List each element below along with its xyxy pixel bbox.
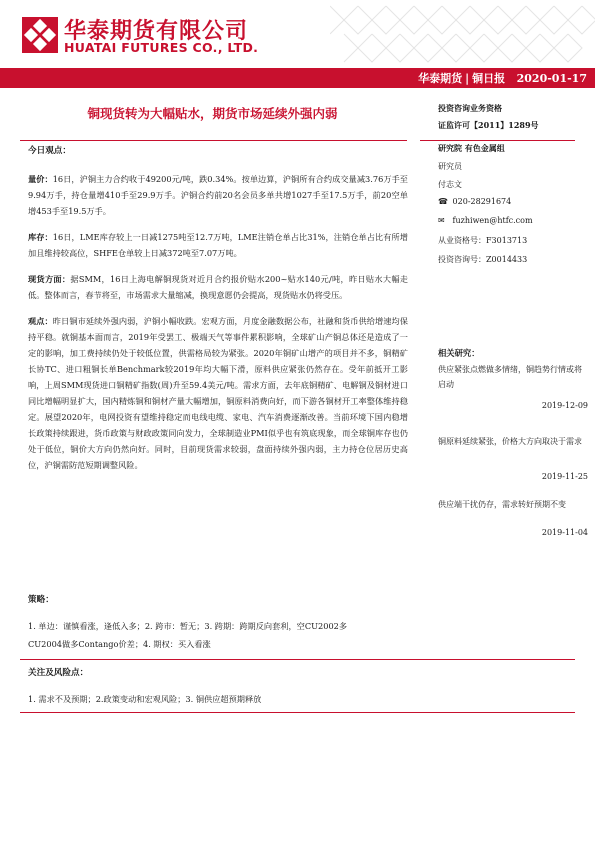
qualification-title: 投资咨询业务资格 (438, 103, 502, 113)
logo-icon (22, 17, 58, 53)
paragraph-view (28, 313, 408, 473)
analyst-name: 付志文 (438, 180, 462, 189)
analyst-role: 研究员 (438, 162, 462, 171)
header-pattern (330, 0, 595, 64)
paragraph-lead: 现货方面： (28, 274, 71, 284)
email-address[interactable]: fuzhiwen@htfc.com (452, 216, 533, 225)
report-title: 铜现货转为大幅贴水，期货市场延续外强内弱 (87, 106, 338, 121)
consult-label: 投资咨询号： (438, 255, 486, 264)
license-row (438, 235, 527, 246)
related-item-title[interactable]: 供应紧张点燃做多情绪，铜趋势行情或将启动 (438, 365, 582, 389)
paragraph-lead: 库存： (28, 232, 53, 242)
phone-number: 020-28291674 (452, 197, 512, 206)
paragraph-lead: 量价： (28, 174, 53, 184)
strategy-line: CU2004做多Contango价差；4. 期权：买入看涨 (28, 639, 211, 649)
strategy-section (28, 591, 568, 653)
report-date: 2020-01-17 (516, 72, 587, 85)
license-number: F3013713 (486, 236, 528, 245)
risk-heading: 关注及风险点： (28, 668, 89, 678)
bar-company: 华泰期货 (418, 72, 463, 85)
company-name-en: HUATAI FUTURES CO., LTD. (64, 40, 259, 55)
paragraph-text: 昨日铜市延续外强内弱，沪铜小幅收跌。宏观方面，月度金融数据公布，社融和货币供给增速均保持平稳。就铜基本面而言，2019年受罢工、极端天气等事件累积影响，全球矿山产铜总体还是造成了一定的影响，加工费持续仍处于较低位置，供需格局较为紧张。2020年铜矿山增产的项目并不多，铜精矿长协TC、进口粗铜长单Benchmark较2019年均大幅下滑，原料供应紧张仍然存在。受年前抵开工影响，上周SMM现货进口铜精矿指数(周)升至59.4美元/吨。需求方面，去年底铜精矿、电解铜及铜材进口同比增幅明显扩大，国内精炼铜和铜材产量大幅增加，铜原料消费向好，而下游各铜材开工率整体维持稳定。展望2020年，电网投资有望维持稳定而电线电缆、家电、汽车消费逐渐改善。当前环境下国内稳增长政策持续跟进，货币政策与财政政策同向发力，全球制造业PMI似乎也有筑底现象，而全球铜库存也仍处于低位，铜价大方向仍然向好。同时，目前现货需求较弱，盘面持续外强内弱，主力持仓位居历史高位，沪铜需防范短期调整风险。 (28, 316, 408, 470)
title-divider (20, 140, 407, 141)
risk-text: 1. 需求不及预期；2.政策变动和宏观风险；3. 铜供应超预期释放 (28, 694, 262, 704)
related-item-date: 2019-12-09 (541, 401, 588, 410)
related-item-title[interactable]: 供应端干扰仍存，需求转好预期不变 (438, 500, 566, 509)
related-item-date: 2019-11-25 (541, 472, 588, 481)
sidebar-divider (420, 140, 575, 141)
company-name-cn: 华泰期货有限公司 (64, 19, 249, 44)
strategy-heading: 策略： (28, 595, 54, 605)
phone-icon: ☎ (438, 197, 448, 206)
related-item-title[interactable]: 铜原料延续紧张，价格大方向取决于需求 (438, 437, 582, 446)
paragraph-inventory (28, 229, 408, 261)
email-row[interactable] (438, 216, 533, 225)
paragraph-text: 16日，LME库存较上一日减1275吨至12.7万吨，LME注销仓单占比31%，注销仓单占比有所增加且维持较高位，SHFE仓单较上日减372吨至7.07万吨。 (28, 232, 408, 258)
today-heading: 今日观点： (28, 146, 71, 156)
related-heading: 相关研究： (438, 348, 480, 358)
risk-section (28, 664, 568, 708)
bar-separator: | (465, 72, 470, 85)
paragraph-volume (28, 171, 408, 219)
main-content (28, 143, 408, 473)
related-item-date: 2019-11-04 (541, 528, 588, 537)
consult-number: Z0014433 (486, 255, 528, 264)
qualification-license: 证监许可【2011】1289号 (438, 120, 539, 130)
strategy-line: 1. 单边：谨慎看涨，逢低入多；2. 跨市：暂无；3. 跨期：跨期反向套利，空CU2002多 (28, 621, 348, 631)
paragraph-text: 据SMM，16日上海电解铜现货对近月合约报价贴水200~贴水140元/吨，昨日贴水大幅走低。整体而言，春节将至，市场需求大量缩减，换现意愿仍会提高，现货贴水仍将受压。 (28, 274, 408, 300)
license-label: 从业资格号： (438, 236, 486, 245)
bar-report-type: 铜日报 (472, 72, 506, 85)
paragraph-lead: 观点： (28, 316, 53, 326)
mail-icon: ✉ (438, 216, 445, 225)
paragraph-spot (28, 271, 408, 303)
consult-row (438, 254, 527, 265)
phone-row (438, 197, 511, 206)
paragraph-text: 16日，沪铜主力合约收于49200元/吨，跌0.34%。按单边算，沪铜所有合约成交量减3.76万手至9.94万手，持仓量增410手至29.9万手。沪铜合约前20名会员多单共增1027手至17.5万手，前20空单增453手至19.5万手。 (28, 174, 408, 216)
section-divider (20, 659, 575, 660)
header-bar-text (418, 70, 587, 86)
section-divider (20, 712, 575, 713)
department: 研究院 有色金属组 (438, 143, 505, 153)
